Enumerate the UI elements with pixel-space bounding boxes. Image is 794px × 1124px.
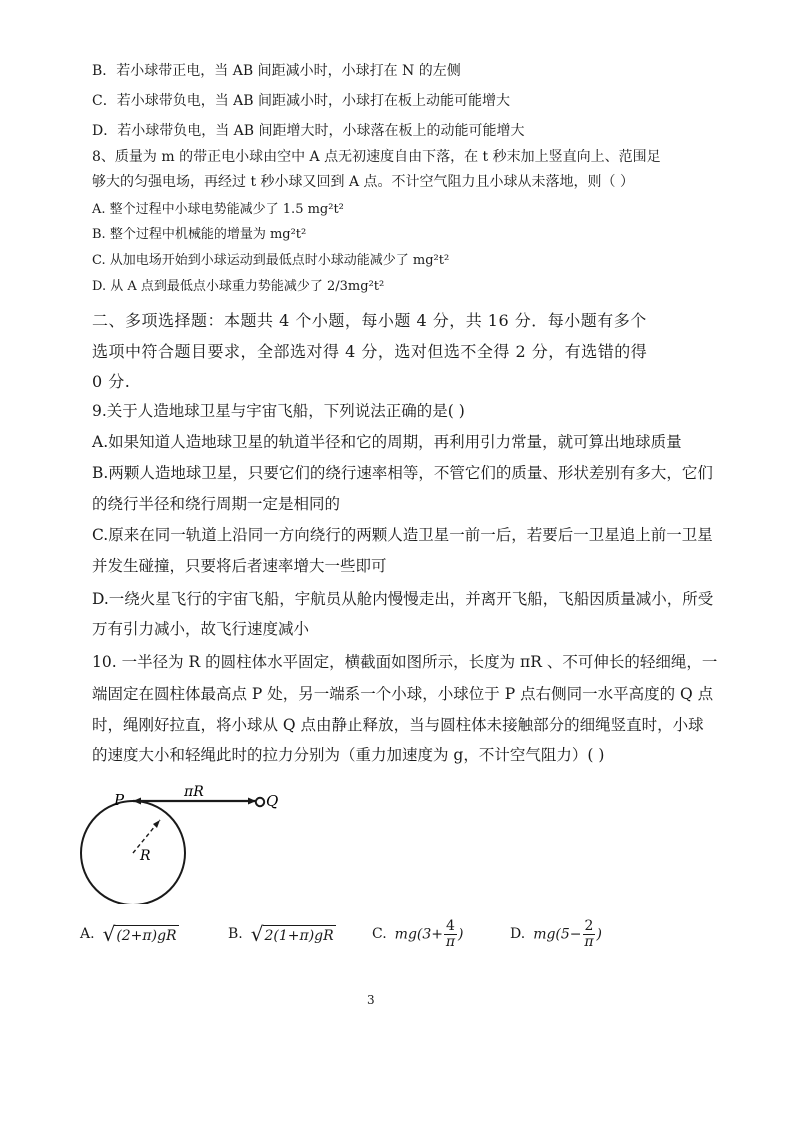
option-c-suffix: ) (457, 926, 464, 942)
option-a-radicand: (2+π)gR (114, 925, 178, 945)
option-d-label: D. (510, 926, 526, 942)
q10-stem-line4: 的速度大小和轻绳此时的拉力分别为（重力加速度为 g，不计空气阻力）( ) (92, 746, 605, 764)
cylinder-figure (80, 784, 280, 904)
label-radius: R (140, 848, 151, 864)
q10-options (80, 916, 640, 956)
q9-stem: 9.关于人造地球卫星与宇宙飞船，下列说法正确的是( ) (92, 402, 465, 420)
q9-option-a: A.如果知道人造地球卫星的轨道半径和它的周期，再利用引力常量，就可算出地球质量 (92, 433, 682, 451)
option-b-radicand: 2(1+π)gR (263, 925, 336, 945)
page-number: 3 (367, 993, 375, 1007)
q10-option-a (80, 916, 179, 952)
q10-option-b (228, 916, 336, 952)
section2-heading-line1: 二、多项选择题：本题共 4 个小题，每小题 4 分，共 16 分．每小题有多个 (92, 311, 647, 330)
q7-option-b: B．若小球带正电，当 AB 间距减小时，小球打在 N 的左侧 (92, 63, 461, 79)
option-b-label: B. (228, 926, 243, 942)
q8-stem-line2: 够大的匀强电场，再经过 t 秒小球又回到 A 点。不计空气阻力且小球从未落地，则（ ） (92, 174, 634, 190)
option-a-expression: √ (2+π)gR (102, 922, 177, 946)
option-c-denominator: π (445, 933, 456, 950)
q10-stem-line1: 10. 一半径为 R 的圆柱体水平固定，横截面如图所示，长度为 πR 、不可伸长的轻细绳，一 (92, 653, 718, 671)
option-a-label: A. (80, 926, 95, 942)
option-c-expression (395, 919, 464, 950)
q10-option-c (372, 916, 463, 952)
arrow-left-icon (133, 798, 141, 805)
q10-option-d (510, 916, 602, 952)
ball-q (256, 798, 264, 806)
label-q: Q (266, 792, 279, 810)
option-c-numerator: 4 (446, 917, 455, 934)
q9-option-c-line2: 并发生碰撞，只要将后者速率增大一些即可 (92, 557, 387, 575)
option-d-expression (533, 919, 602, 950)
q8-option-b: B. 整个过程中机械能的增量为 mg²t² (92, 227, 307, 242)
q9-option-b-line1: B.两颗人造地球卫星，只要它们的绕行速率相等，不管它们的质量、形状差别有多大，它们 (92, 464, 713, 482)
q9-option-c-line1: C.原来在同一轨道上沿同一方向绕行的两颗人造卫星一前一后，若要后一卫星追上前一卫星 (92, 526, 713, 544)
q8-option-a: A. 整个过程中小球电势能减少了 1.5 mg²t² (92, 202, 344, 217)
q9-option-d-line1: D.一绕火星飞行的宇宙飞船，宇航员从舱内慢慢走出，并离开飞船，飞船因质量减小，所受 (92, 590, 714, 608)
option-d-numerator: 2 (584, 917, 594, 934)
label-length: πR (184, 784, 204, 800)
section2-heading-line2: 选项中符合题目要求，全部选对得 4 分，选对但选不全得 2 分，有选错的得 (92, 342, 648, 361)
q10-stem-line3: 时，绳刚好拉直，将小球从 Q 点由静止释放，当与圆柱体未接触部分的细绳竖直时，小球 (92, 716, 704, 734)
q10-stem-line2: 端固定在圆柱体最高点 P 处，另一端系一个小球，小球位于 P 点右侧同一水平高度的 Q 点 (92, 685, 714, 703)
q8-option-d: D. 从 A 点到最低点小球重力势能减少了 2/3mg²t² (92, 279, 385, 294)
option-b-expression: √ 2(1+π)gR (250, 922, 334, 946)
q8-stem-line1: 8、质量为 m 的带正电小球由空中 A 点无初速度自由下落，在 t 秒末加上竖直向上、范围足 (92, 149, 661, 165)
option-d-prefix: mg(5− (533, 926, 582, 942)
q7-option-d: D．若小球带负电，当 AB 间距增大时，小球落在板上的动能可能增大 (92, 123, 525, 139)
section2-heading-line3: 0 分. (92, 372, 131, 391)
option-d-denominator: π (584, 933, 594, 950)
option-c-prefix: mg(3+ (394, 926, 444, 942)
option-d-suffix: ) (596, 926, 602, 942)
arrow-right-icon (248, 798, 256, 805)
option-c-label: C. (372, 926, 387, 942)
label-p: P (114, 791, 125, 809)
radius-arrow-icon (153, 820, 160, 828)
q8-option-c: C. 从加电场开始到小球运动到最低点时小球动能减少了 mg²t² (92, 253, 450, 268)
q9-option-b-line2: 的绕行半径和绕行周期一定是相同的 (92, 495, 341, 513)
q7-option-c: C．若小球带负电，当 AB 间距减小时，小球打在板上动能可能增大 (92, 93, 511, 109)
q9-option-d-line2: 万有引力减小，故飞行速度减小 (92, 620, 310, 638)
